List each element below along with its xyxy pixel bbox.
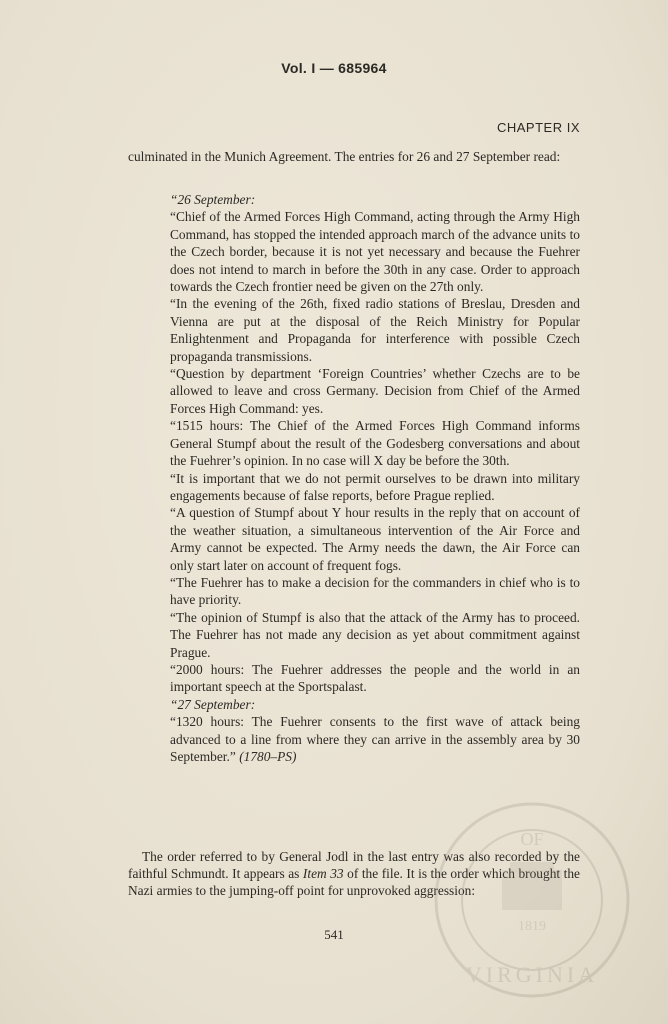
library-seal-watermark [432, 800, 632, 1000]
item-reference: Item 33 [302, 866, 344, 882]
quote-paragraph: “The opinion of Stumpf is also that the attack of the Army has to proceed. The Fuehrer has not made any decision as yet about commitment against Prague. [170, 609, 580, 660]
quote-paragraph: “1515 hours: The Chief of the Armed Forces High Command informs General Stumpf about the result of the Godesberg conversations and about the Fuehrer’s opinion. In no case will X day be before the 30th. [170, 418, 580, 469]
chapter-heading: CHAPTER IX [496, 120, 580, 135]
document-reference: (1780–PS) [239, 749, 297, 764]
quote-paragraph: “Chief of the Armed Forces High Command, acting through the Army High Command, has stopped the intended approach march of the advance units to the Czech border, because it is not yet necessary and because the Fuehrer does not intend to march in before the 30th in any case. Order to approach towards the Czech frontier need be given on the 27th only. [170, 209, 580, 295]
quote-paragraph: “It is important that we do not permit ourselves to be drawn into military engagements because of false reports, before Prague replied. [170, 470, 580, 503]
svg-text:VIRGINIA: VIRGINIA [465, 962, 599, 987]
entry-date-27-september: “27 September: [170, 696, 256, 712]
quote-paragraph: “A question of Stumpf about Y hour results in the reply that on account of the weather situation, a simultaneous intervention of the Air Force and Army cannot be expected. The Army needs the dawn, the Air Force can only start later on account of frequent fogs. [170, 505, 580, 573]
svg-text:1819: 1819 [518, 919, 546, 934]
quote-last-text: “1320 hours: The Fuehrer consents to the first wave of attack being advanced to a line from where they can arrive in the assembly area by 30 September.” [170, 714, 580, 764]
entry-date-26-september: “26 September: [170, 192, 256, 207]
closing-text-b: of the file. It is the order which brought the Nazi armies to the jumping-off point for unprovoked aggression: [128, 866, 580, 899]
quote-paragraph: “Question by department ‘Foreign Countries’ whether Czechs are to be allowed to leave and cross Germany. Decision from Chief of the Armed Forces High Command: yes. [170, 366, 580, 416]
closing-text-a: The order referred to by General Jodl in the last entry was also recorded by the faithful Schmundt. It appears as [128, 849, 580, 882]
diary-quote-block [170, 191, 580, 765]
volume-header: Vol. I — 685964 [281, 60, 387, 76]
intro-paragraph: culminated in the Munich Agreement. The entries for 26 and 27 September read: [128, 149, 561, 164]
svg-text:OF: OF [520, 829, 544, 849]
page-number: 541 [324, 927, 344, 942]
quote-paragraph: “The Fuehrer has to make a decision for the commanders in chief who is to have priority. [170, 574, 580, 608]
quote-paragraph-last [170, 713, 580, 765]
quote-paragraph: “In the evening of the 26th, fixed radio stations of Breslau, Dresden and Vienna are put at the disposal of the Reich Ministry for Popular Enlightenment and Propaganda for interference with possible Czech propaganda transmissions. [170, 296, 580, 364]
quote-paragraph: “2000 hours: The Fuehrer addresses the people and the world in an important speech at the Sportspalast. [170, 661, 580, 695]
